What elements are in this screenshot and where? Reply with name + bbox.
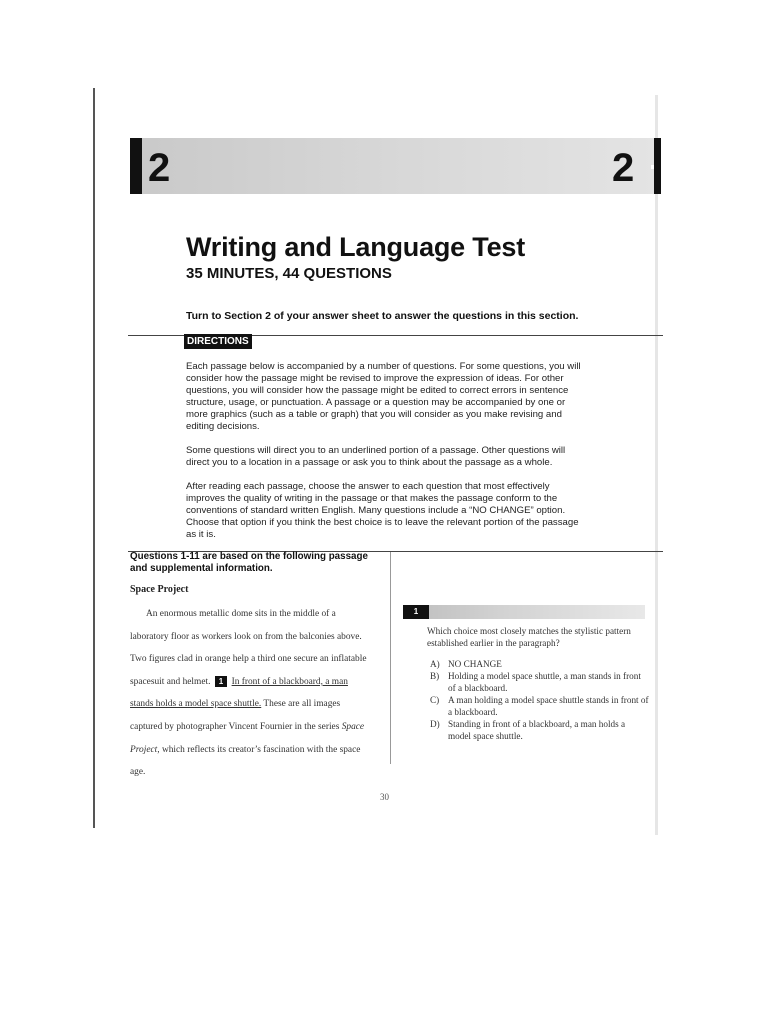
option-text: NO CHANGE xyxy=(448,659,502,669)
section-instruction: Turn to Section 2 of your answer sheet to answer the questions in this section. xyxy=(186,310,579,322)
page-number: 30 xyxy=(380,792,389,802)
section-number-left: 2 xyxy=(148,146,171,190)
passage-text-before: An enormous metallic dome sits in the middle of a laboratory floor as workers look on from the balconies above. Two figures clad in orange help a third one secure an inflatable spacesuit and helmet. xyxy=(130,609,367,687)
directions-paragraph-1: Each passage below is accompanied by a number of questions. For some questions, you will consider how the passage might be revised to improve the expression of ideas. For other questions, you will consider how the passage might be edited to correct errors in sentence structure, usage, or punctuation. A passage or a question may be accompanied by one or more graphics (such as a table or graph) that you will consider as you make revising and editing decisions. xyxy=(186,361,581,433)
underlined-portion[interactable]: In front of a blackboard, a man stands holds a model space shuttle. xyxy=(130,676,348,710)
page-shadow xyxy=(655,95,658,835)
option-text: Standing in front of a blackboard, a man holds a model space shuttle. xyxy=(448,719,626,741)
column-divider xyxy=(390,552,391,764)
passage-text-after: , which reflects its creator’s fascination with the space age. xyxy=(130,744,361,778)
directions-paragraph-2: Some questions will direct you to an underlined portion of a passage. Other questions will direct you to a location in a passage or ask you to think about the passage as a whole. xyxy=(186,445,566,469)
directions-label: DIRECTIONS xyxy=(184,334,252,349)
directions-paragraph-3: After reading each passage, choose the answer to each question that most effectively improves the quality of writing in the passage or that makes the passage conform to the conventions of standard written English. Many questions include a “NO CHANGE” option. Choose that option if you think the best choice is to leave the relevant portion of the passage as it is. xyxy=(186,481,579,541)
option-letter: A) xyxy=(430,659,440,669)
passage-title: Space Project xyxy=(130,584,189,595)
question-header-band xyxy=(403,605,645,619)
binding-edge xyxy=(93,88,95,828)
section-number-right: 2 xyxy=(612,146,635,190)
section-header-left-bar xyxy=(130,138,142,194)
option-letter: D) xyxy=(430,719,440,729)
answer-option-b[interactable] xyxy=(430,670,650,694)
option-letter: B) xyxy=(430,671,440,681)
page-subtitle: 35 MINUTES, 44 QUESTIONS xyxy=(186,265,392,282)
answer-option-a[interactable] xyxy=(430,658,650,670)
answer-option-c[interactable] xyxy=(430,694,650,718)
section-header-right-bar xyxy=(654,138,661,194)
question-stem: Which choice most closely matches the stylistic pattern established earlier in the paragraph? xyxy=(427,626,631,648)
passage-italic-title: Space Project xyxy=(130,721,365,755)
passage-text xyxy=(130,603,372,784)
page-title: Writing and Language Test xyxy=(186,232,526,262)
section-header-band xyxy=(130,138,660,194)
option-letter: C) xyxy=(430,695,440,705)
question-number: 1 xyxy=(403,605,429,619)
option-text: A man holding a model space shuttle stands in front of a blackboard. xyxy=(448,695,649,717)
passage-text-mid: These are all images captured by photographer Vincent Fournier in the series xyxy=(130,699,341,732)
option-text: Holding a model space shuttle, a man stands in front of a blackboard. xyxy=(448,671,641,693)
answer-option-d[interactable] xyxy=(430,718,650,742)
question-marker[interactable]: 1 xyxy=(215,676,227,687)
questions-header: Questions 1-11 are based on the following passage and supplemental information. xyxy=(130,551,368,574)
